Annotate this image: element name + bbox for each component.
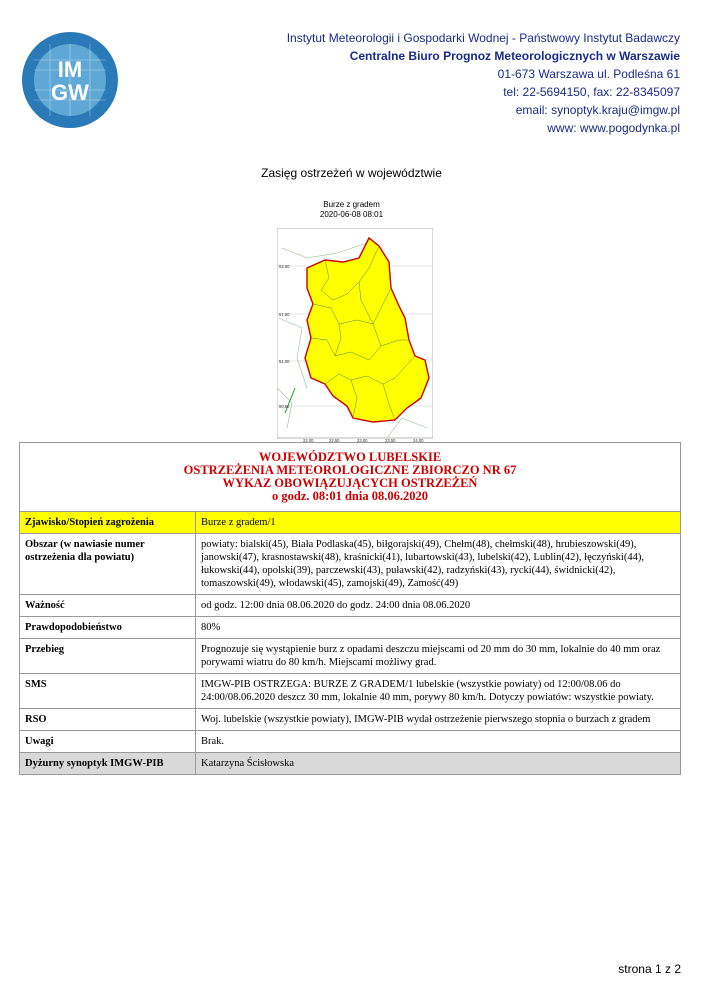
map-caption-date: 2020-06-08 08:01 — [319, 210, 384, 219]
table-row — [20, 753, 681, 775]
row-value: powiaty: bialski(45), Biała Podlaska(45), biłgorajski(49), Chełm(48), chełmski(48), hrubieszowski(49), janowski(47), krasnostawski(48), kraśnicki(41), lubartowski(43), lubelski(42), Lublin(42), łęczyński(44), łukowski(44), opolski(39), parczewski(43), puławski(42), radzyński(43), rycki(44), świdnicki(42), tomaszowski(49), włodawski(45), zamojski(49), Zamość(49) — [196, 534, 681, 595]
map-caption-phenomenon: Burze z gradem — [323, 200, 380, 209]
table-row — [20, 709, 681, 731]
row-label: SMS — [20, 674, 196, 709]
row-label: RSO — [20, 709, 196, 731]
row-value: Katarzyna Ścisłowska — [196, 753, 681, 775]
table-row — [20, 674, 681, 709]
lon-label: 23.50 — [385, 438, 396, 443]
row-value: Woj. lubelskie (wszystkie powiaty), IMGW-PIB wydał ostrzeżenie pierwszego stopnia o burzach z gradem — [196, 709, 681, 731]
title-bulletin-number: OSTRZEŻENIA METEOROLOGICZNE ZBIORCZO NR 67 — [183, 463, 517, 477]
row-value: od godz. 12:00 dnia 08.06.2020 do godz. 24:00 dnia 08.06.2020 — [196, 595, 681, 617]
table-row — [20, 639, 681, 674]
table-row — [20, 595, 681, 617]
page-number: strona 1 z 2 — [618, 962, 681, 976]
row-label: Obszar (w nawiasie numer ostrzeżenia dla powiatu) — [20, 534, 196, 595]
contact-line: www: www.pogodynka.pl — [547, 121, 680, 135]
row-label: Uwagi — [20, 731, 196, 753]
map-caption — [0, 200, 703, 220]
title-list: WYKAZ OBOWIĄZUJĄCYCH OSTRZEŻEŃ — [222, 476, 478, 490]
logo-text-bottom: GW — [51, 80, 89, 105]
lat-label: 51.50 — [279, 312, 290, 317]
imgw-logo — [20, 30, 120, 130]
table-row — [20, 534, 681, 595]
page-heading: Zasięg ostrzeżeń w województwie — [261, 166, 442, 180]
institute-contact-block — [287, 29, 680, 137]
row-label: Prawdopodobieństwo — [20, 617, 196, 639]
contact-line: tel: 22-5694150, fax: 22-8345097 — [503, 85, 680, 99]
contact-line: Instytut Meteorologii i Gospodarki Wodnej - Państwowy Instytut Badawczy — [286, 31, 680, 45]
table-row — [20, 617, 681, 639]
row-label: Zjawisko/Stopień zagrożenia — [20, 512, 196, 534]
logo-text-top: IM — [57, 57, 83, 82]
lat-label: 51.00 — [279, 359, 290, 364]
row-label: Dyżurny synoptyk IMGW-PIB — [20, 753, 196, 775]
row-value: Burze z gradem/1 — [196, 512, 681, 534]
row-value: Prognozuje się wystąpienie burz z opadami deszczu miejscami od 20 mm do 30 mm, lokalnie do 40 mm oraz porywami wiatru do 80 km/h. Miejscami możliwy grad. — [196, 639, 681, 674]
lon-label: 22.00 — [303, 438, 314, 443]
lat-label: 52.00 — [279, 264, 290, 269]
lat-label: 50.50 — [279, 404, 290, 409]
voivodeship-warning-map — [277, 228, 433, 444]
contact-line: Centralne Biuro Prognoz Meteorologicznych w Warszawie — [349, 49, 680, 63]
title-issue-time: o godz. 08:01 dnia 08.06.2020 — [272, 489, 428, 503]
row-label: Ważność — [20, 595, 196, 617]
lon-label: 23.00 — [357, 438, 368, 443]
row-value: 80% — [196, 617, 681, 639]
contact-line: email: synoptyk.kraju@imgw.pl — [515, 103, 680, 117]
warning-table — [19, 442, 681, 775]
table-row — [20, 512, 681, 534]
row-value: Brak. — [196, 731, 681, 753]
lon-label: 24.00 — [413, 438, 424, 443]
warning-title — [20, 443, 681, 512]
table-row — [20, 731, 681, 753]
row-label: Przebieg — [20, 639, 196, 674]
lon-label: 22.50 — [329, 438, 340, 443]
contact-line: 01-673 Warszawa ul. Podleśna 61 — [497, 67, 680, 81]
title-voivodeship: WOJEWÓDZTWO LUBELSKIE — [258, 450, 442, 464]
row-value: IMGW-PIB OSTRZEGA: BURZE Z GRADEM/1 lubelskie (wszystkie powiaty) od 12:00/08.06 do 24:00/08.06.2020 deszcz 30 mm, lokalnie 40 mm, porywy 80 km/h. Dotyczy powiatów: wszystkie powiaty. — [196, 674, 681, 709]
